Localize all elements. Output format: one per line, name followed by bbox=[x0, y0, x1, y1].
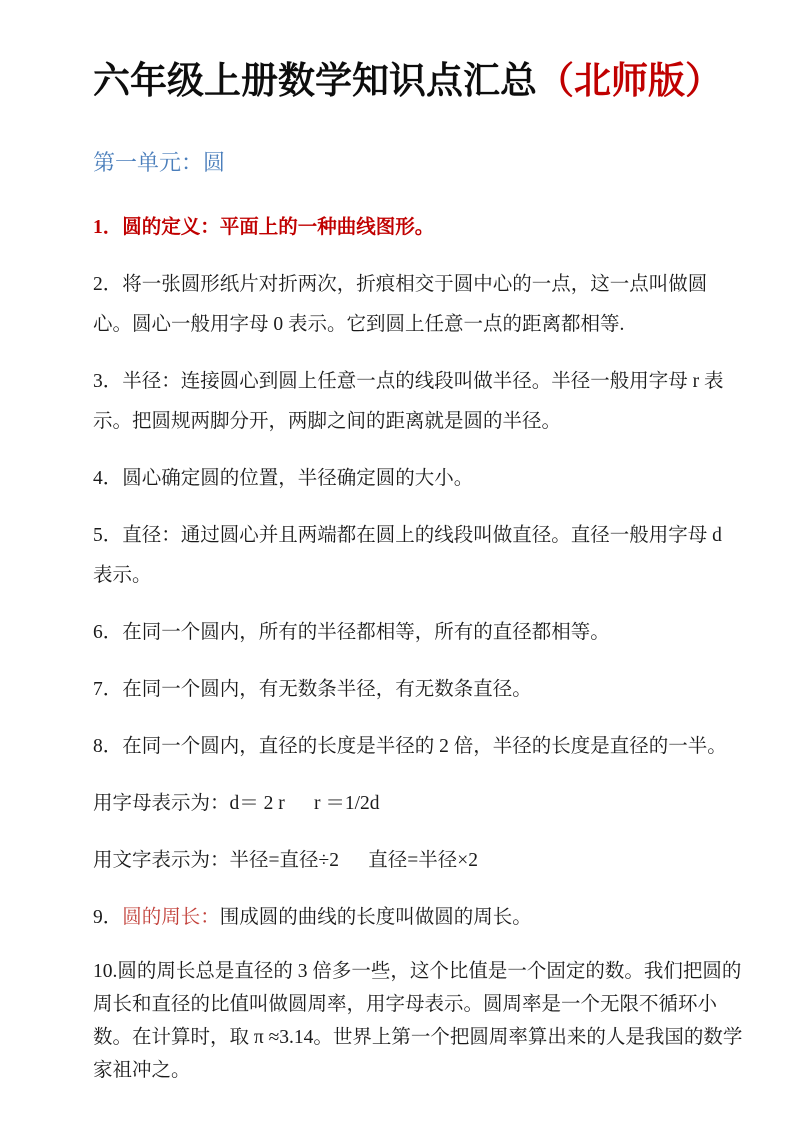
item-7-countless-radii: 7．在同一个圆内，有无数条半径，有无数条直径。 bbox=[93, 679, 532, 700]
item-9-circumference-definition bbox=[93, 898, 743, 938]
item-8-letter-formula: 用字母表示为：d＝ 2 r r ＝1/2d bbox=[93, 793, 380, 814]
item-6-equal-radii: 6．在同一个圆内，所有的半径都相等，所有的直径都相等。 bbox=[93, 622, 610, 643]
item-10-pi-explanation: 10.圆的周长总是直径的 3 倍多一些，这个比值是一个固定的数。我们把圆的周长和直径的比值叫做圆周率，用字母表示。圆周率是一个无限不循环小数。在计算时，取 π ≈3.14。世界上第一个把圆周率算出来的人是我国的数学家祖冲之。 bbox=[93, 961, 743, 1081]
item-9-number: 9． bbox=[93, 907, 123, 928]
item-3-radius-definition: 3．半径：连接圆心到圆上任意一点的线段叫做半径。半径一般用字母 r 表示。把圆规两脚分开，两脚之间的距离就是圆的半径。 bbox=[93, 371, 724, 432]
section-heading-unit1: 第一单元：圆 bbox=[93, 150, 226, 175]
item-5-diameter-definition: 5．直径：通过圆心并且两端都在圆上的线段叫做直径。直径一般用字母 d 表示。 bbox=[93, 525, 722, 586]
item-8-word-formula: 用文字表示为：半径=直径÷2 直径=半径×2 bbox=[93, 850, 478, 871]
page-title-main: 六年级上册数学知识点汇总 bbox=[93, 61, 537, 102]
item-4-center-position: 4．圆心确定圆的位置，半径确定圆的大小。 bbox=[93, 468, 474, 489]
item-1-circle-definition: 1．圆的定义：平面上的一种曲线图形。 bbox=[93, 217, 435, 238]
page-title-edition: （北师版） bbox=[537, 61, 722, 102]
item-2-circle-center: 2．将一张圆形纸片对折两次，折痕相交于圆中心的一点，这一点叫做圆心。圆心一般用字母 0 表示。它到圆上任意一点的距离都相等. bbox=[93, 274, 708, 335]
item-9-text: 围成圆的曲线的长度叫做圆的周长。 bbox=[219, 907, 532, 928]
item-9-label: 圆的周长： bbox=[122, 907, 220, 928]
item-8-diameter-radius-relation: 8．在同一个圆内，直径的长度是半径的 2 倍，半径的长度是直径的一半。 bbox=[93, 736, 727, 757]
page-title bbox=[93, 58, 743, 106]
